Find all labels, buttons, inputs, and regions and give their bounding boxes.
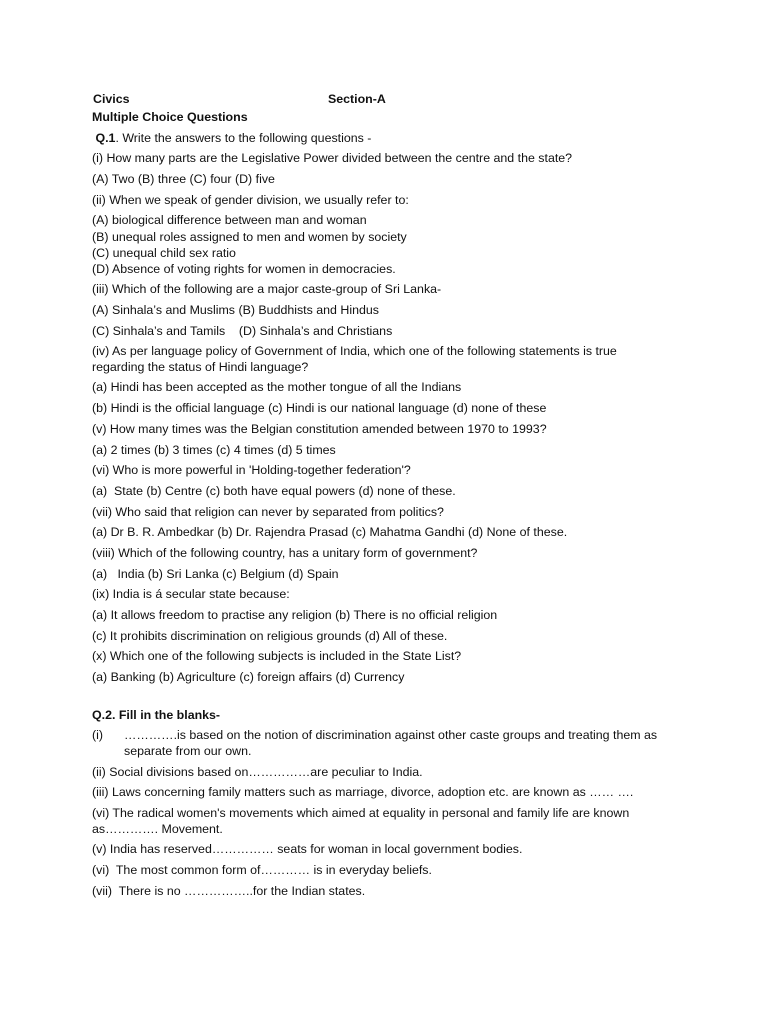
worksheet-header bbox=[92, 90, 692, 110]
q1-instruction bbox=[92, 131, 692, 147]
spacer bbox=[92, 691, 692, 708]
gender-options-list bbox=[92, 213, 692, 277]
answer-options: (a) 2 times (b) 3 times (c) 4 times (d) 5 times bbox=[92, 442, 336, 457]
answer-options: (a) India (b) Sri Lanka (c) Belgium (d) Spain bbox=[92, 566, 339, 581]
q1-label: Q.1 bbox=[95, 130, 116, 145]
blank-item bbox=[92, 728, 692, 759]
answer-options: (A) Two (B) three (C) four (D) five bbox=[92, 172, 275, 187]
answer-options: (a) State (b) Centre (c) both have equal powers (d) none of these. bbox=[92, 483, 456, 498]
blank-item bbox=[92, 785, 692, 801]
question-text: (iii) Which of the following are a major caste-group of Sri Lanka- bbox=[92, 282, 442, 297]
question-text: (viii) Which of the following country, has a unitary form of government? bbox=[92, 545, 478, 560]
item-number: (i) bbox=[92, 728, 104, 743]
answer-options: (a) Banking (b) Agriculture (c) foreign affairs (d) Currency bbox=[92, 670, 405, 685]
question-text: (ix) India is á secular state because: bbox=[92, 587, 290, 602]
item-text: Laws concerning family matters such as marriage, divorce, adoption etc. are known as …… …. bbox=[108, 785, 634, 800]
mcq-heading: Multiple Choice Questions bbox=[92, 110, 248, 124]
answer-options: (A) Sinhala’s and Muslims (B) Buddhists and Hindus bbox=[92, 302, 379, 317]
blank-item bbox=[92, 806, 672, 837]
answer-options: (c) It prohibits discrimination on religious grounds (d) All of these. bbox=[92, 628, 448, 643]
section-title: Section-A bbox=[328, 92, 386, 106]
item-text: ………….is based on the notion of discrimination against other caste groups and treating them as separate from our own. bbox=[124, 728, 658, 758]
item-number: (iii) bbox=[92, 785, 109, 800]
q2-heading: Q.2. Fill in the blanks- bbox=[92, 707, 221, 722]
blank-item bbox=[92, 863, 692, 879]
item-text: The radical women's movements which aimed at equality in personal and family life are known as…………. Movement. bbox=[92, 806, 630, 836]
answer-options: (b) Hindi is the official language (c) Hindi is our national language (d) none of these bbox=[92, 401, 547, 416]
question-text: (vii) Who said that religion can never by separated from politics? bbox=[92, 504, 444, 519]
blank-item bbox=[92, 884, 692, 900]
item-text: Social divisions based on……………are peculiar to India. bbox=[105, 764, 423, 779]
blank-item bbox=[92, 765, 692, 781]
question-text: (iv) As per language policy of Government of India, which one of the following statements is true regarding the status of Hindi language? bbox=[92, 344, 617, 374]
question-text: (x) Which one of the following subjects is included in the State List? bbox=[92, 649, 462, 664]
answer-option: (A) biological difference between man and woman bbox=[92, 213, 367, 228]
answer-options: (C) Sinhala’s and Tamils (D) Sinhala’s and Christians bbox=[92, 323, 393, 338]
question-text: (v) How many times was the Belgian constitution amended between 1970 to 1993? bbox=[92, 421, 547, 436]
question-text: (vi) Who is more powerful in 'Holding-together federation'? bbox=[92, 463, 411, 478]
item-number: (vii) bbox=[92, 883, 112, 898]
item-text: India has reserved…………… seats for woman in local government bodies. bbox=[106, 842, 523, 857]
answer-option: (a) Hindi has been accepted as the mother tongue of all the Indians bbox=[92, 380, 462, 395]
q1-instruction-text: . Write the answers to the following questions - bbox=[115, 130, 372, 145]
item-number: (v) bbox=[92, 842, 107, 857]
answer-options: (a) Dr B. R. Ambedkar (b) Dr. Rajendra Prasad (c) Mahatma Gandhi (d) None of these. bbox=[92, 525, 568, 540]
question-text: (i) How many parts are the Legislative Power divided between the centre and the state? bbox=[92, 151, 573, 166]
answer-options: (a) It allows freedom to practise any religion (b) There is no official religion bbox=[92, 608, 498, 623]
item-number: (ii) bbox=[92, 764, 106, 779]
question-text: (ii) When we speak of gender division, we usually refer to: bbox=[92, 192, 409, 207]
subject-title: Civics bbox=[93, 92, 130, 106]
item-number: (vi) bbox=[92, 862, 110, 877]
answer-option: (D) Absence of voting rights for women in democracies. bbox=[92, 261, 396, 276]
item-text: The most common form of………… is in everyday beliefs. bbox=[109, 862, 432, 877]
answer-option: (C) unequal child sex ratio bbox=[92, 245, 236, 260]
answer-option: (B) unequal roles assigned to men and women by society bbox=[92, 229, 407, 244]
item-text: There is no ……………..for the Indian states. bbox=[111, 883, 366, 898]
worksheet-content bbox=[92, 90, 692, 904]
item-number: (vi) bbox=[92, 806, 110, 821]
blank-item bbox=[92, 842, 692, 858]
fill-in-the-blanks-section bbox=[92, 708, 692, 899]
